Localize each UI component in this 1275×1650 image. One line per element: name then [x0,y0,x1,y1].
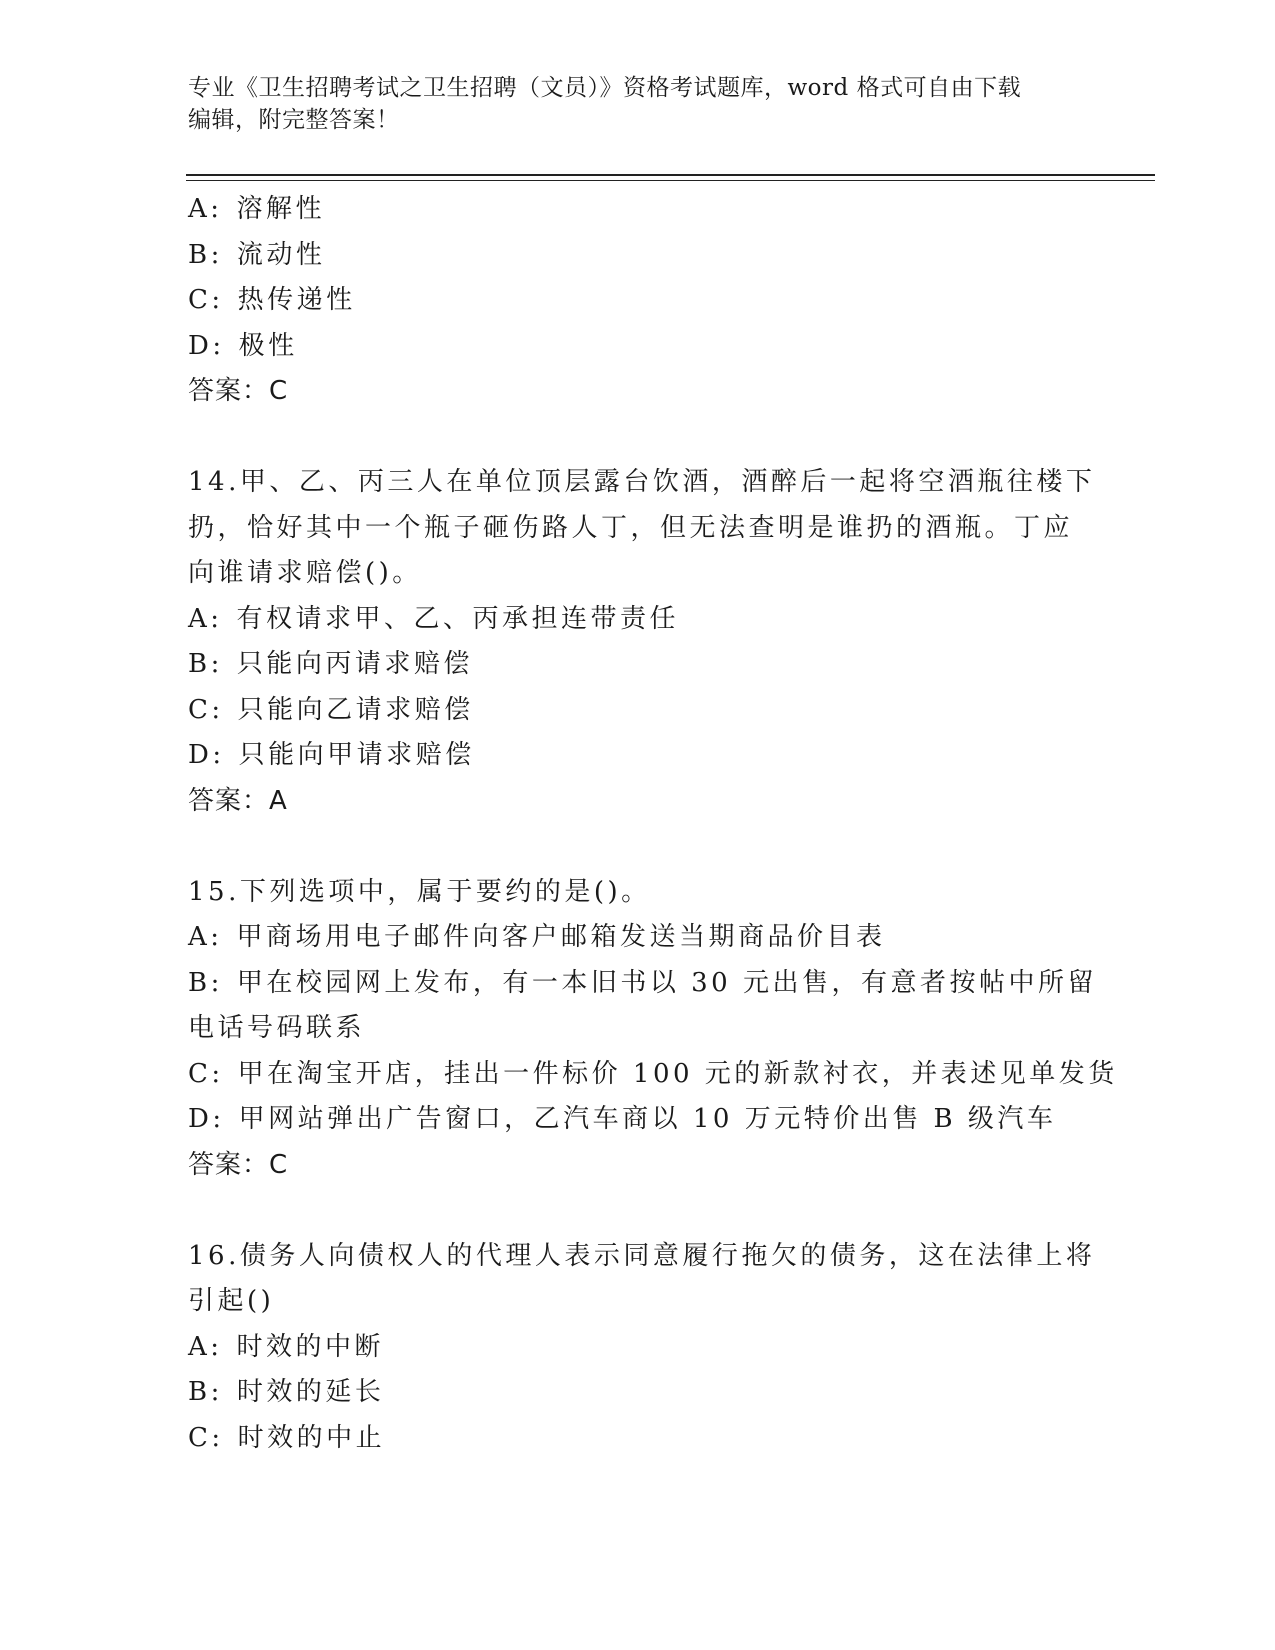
option-c [188,1052,1118,1098]
option-b [188,961,1097,1007]
option-text: 甲在淘宝开店，挂出一件标价 100 元的新款衬衣，并表述见单发货 [237,1058,1118,1089]
answer-line: 答案：C [188,1149,289,1180]
option-key: B: [188,1377,223,1407]
header-line-2: 编辑，附完整答案！ [188,107,400,133]
option-d [188,324,1088,370]
question-stem-line: 14.甲、乙、丙三人在单位顶层露台饮酒，酒醉后一起将空酒瓶往楼下 [188,467,1096,497]
option-text: 极性 [238,330,298,361]
option-text: 只能向乙请求赔偿 [237,694,474,725]
spacer [188,415,1088,461]
option-b [188,642,1088,688]
question-14 [188,460,1096,824]
spacer [188,1188,1088,1234]
question-stem-line: 引起() [188,1286,275,1316]
option-key: C: [188,694,224,725]
question-stem-line: 向谁请求赔偿()。 [188,558,422,588]
question-stem-line: 扔，恰好其中一个瓶子砸伤路人丁，但无法查明是谁扔的酒瓶。丁应 [188,512,1074,543]
option-d [188,733,1088,779]
option-key: B: [188,967,223,998]
question-13 [188,187,1088,415]
question-16 [188,1234,1096,1462]
question-stem-line: 15.下列选项中，属于要约的是()。 [188,876,651,907]
option-c [188,278,1088,324]
option-text: 甲商场用电子邮件向客户邮箱发送当期商品价目表 [236,922,886,952]
question-list [188,187,1118,1461]
option-key: A: [188,603,223,634]
option-text: 溶解性 [236,194,326,224]
document-header [188,72,1088,136]
option-key: D: [188,740,225,770]
question-15 [188,870,1118,1189]
option-a [188,597,1088,643]
header-divider-thin [186,180,1155,181]
option-a [188,1325,1088,1371]
option-key: A: [188,922,223,952]
header-line-1: 专业《卫生招聘考试之卫生招聘（文员）》资格考试题库，word 格式可自由下载 [188,75,1022,101]
option-c [188,688,1088,734]
option-text: 热传递性 [237,285,356,315]
answer-line: 答案：C [188,376,289,406]
option-b-continued [188,1006,1088,1052]
option-key: C: [188,1058,224,1089]
option-key: D: [188,330,225,361]
option-key: C: [188,1422,224,1453]
option-b [188,1370,1088,1416]
option-key: A: [188,194,223,224]
option-text: 只能向甲请求赔偿 [238,740,475,770]
option-text: 有权请求甲、乙、丙承担连带责任 [236,603,680,634]
option-c [188,1416,1088,1462]
option-text: 时效的延长 [236,1377,385,1407]
option-text: 甲在校园网上发布，有一本旧书以 30 元出售，有意者按帖中所留 [236,967,1097,998]
spacer [188,824,1088,870]
option-key: D: [188,1104,225,1134]
question-stem-line: 16.债务人向债权人的代理人表示同意履行拖欠的债务，这在法律上将 [188,1240,1096,1271]
option-text: 甲网站弹出广告窗口，乙汽车商以 10 万元特价出售 B 级汽车 [238,1104,1057,1134]
header-divider-thick [186,174,1155,176]
option-text: 时效的中断 [236,1331,385,1362]
option-a [188,915,1088,961]
option-text: 只能向丙请求赔偿 [236,649,473,679]
option-d [188,1097,1088,1143]
option-key: B: [188,239,223,270]
option-text: 电话号码联系 [188,1013,366,1043]
option-key: A: [188,1331,223,1362]
answer-line: 答案：A [188,785,288,816]
option-b [188,233,1088,279]
option-a [188,187,1088,233]
option-key: B: [188,649,223,679]
option-key: C: [188,285,224,315]
option-text: 时效的中止 [237,1422,386,1453]
option-text: 流动性 [236,239,326,270]
